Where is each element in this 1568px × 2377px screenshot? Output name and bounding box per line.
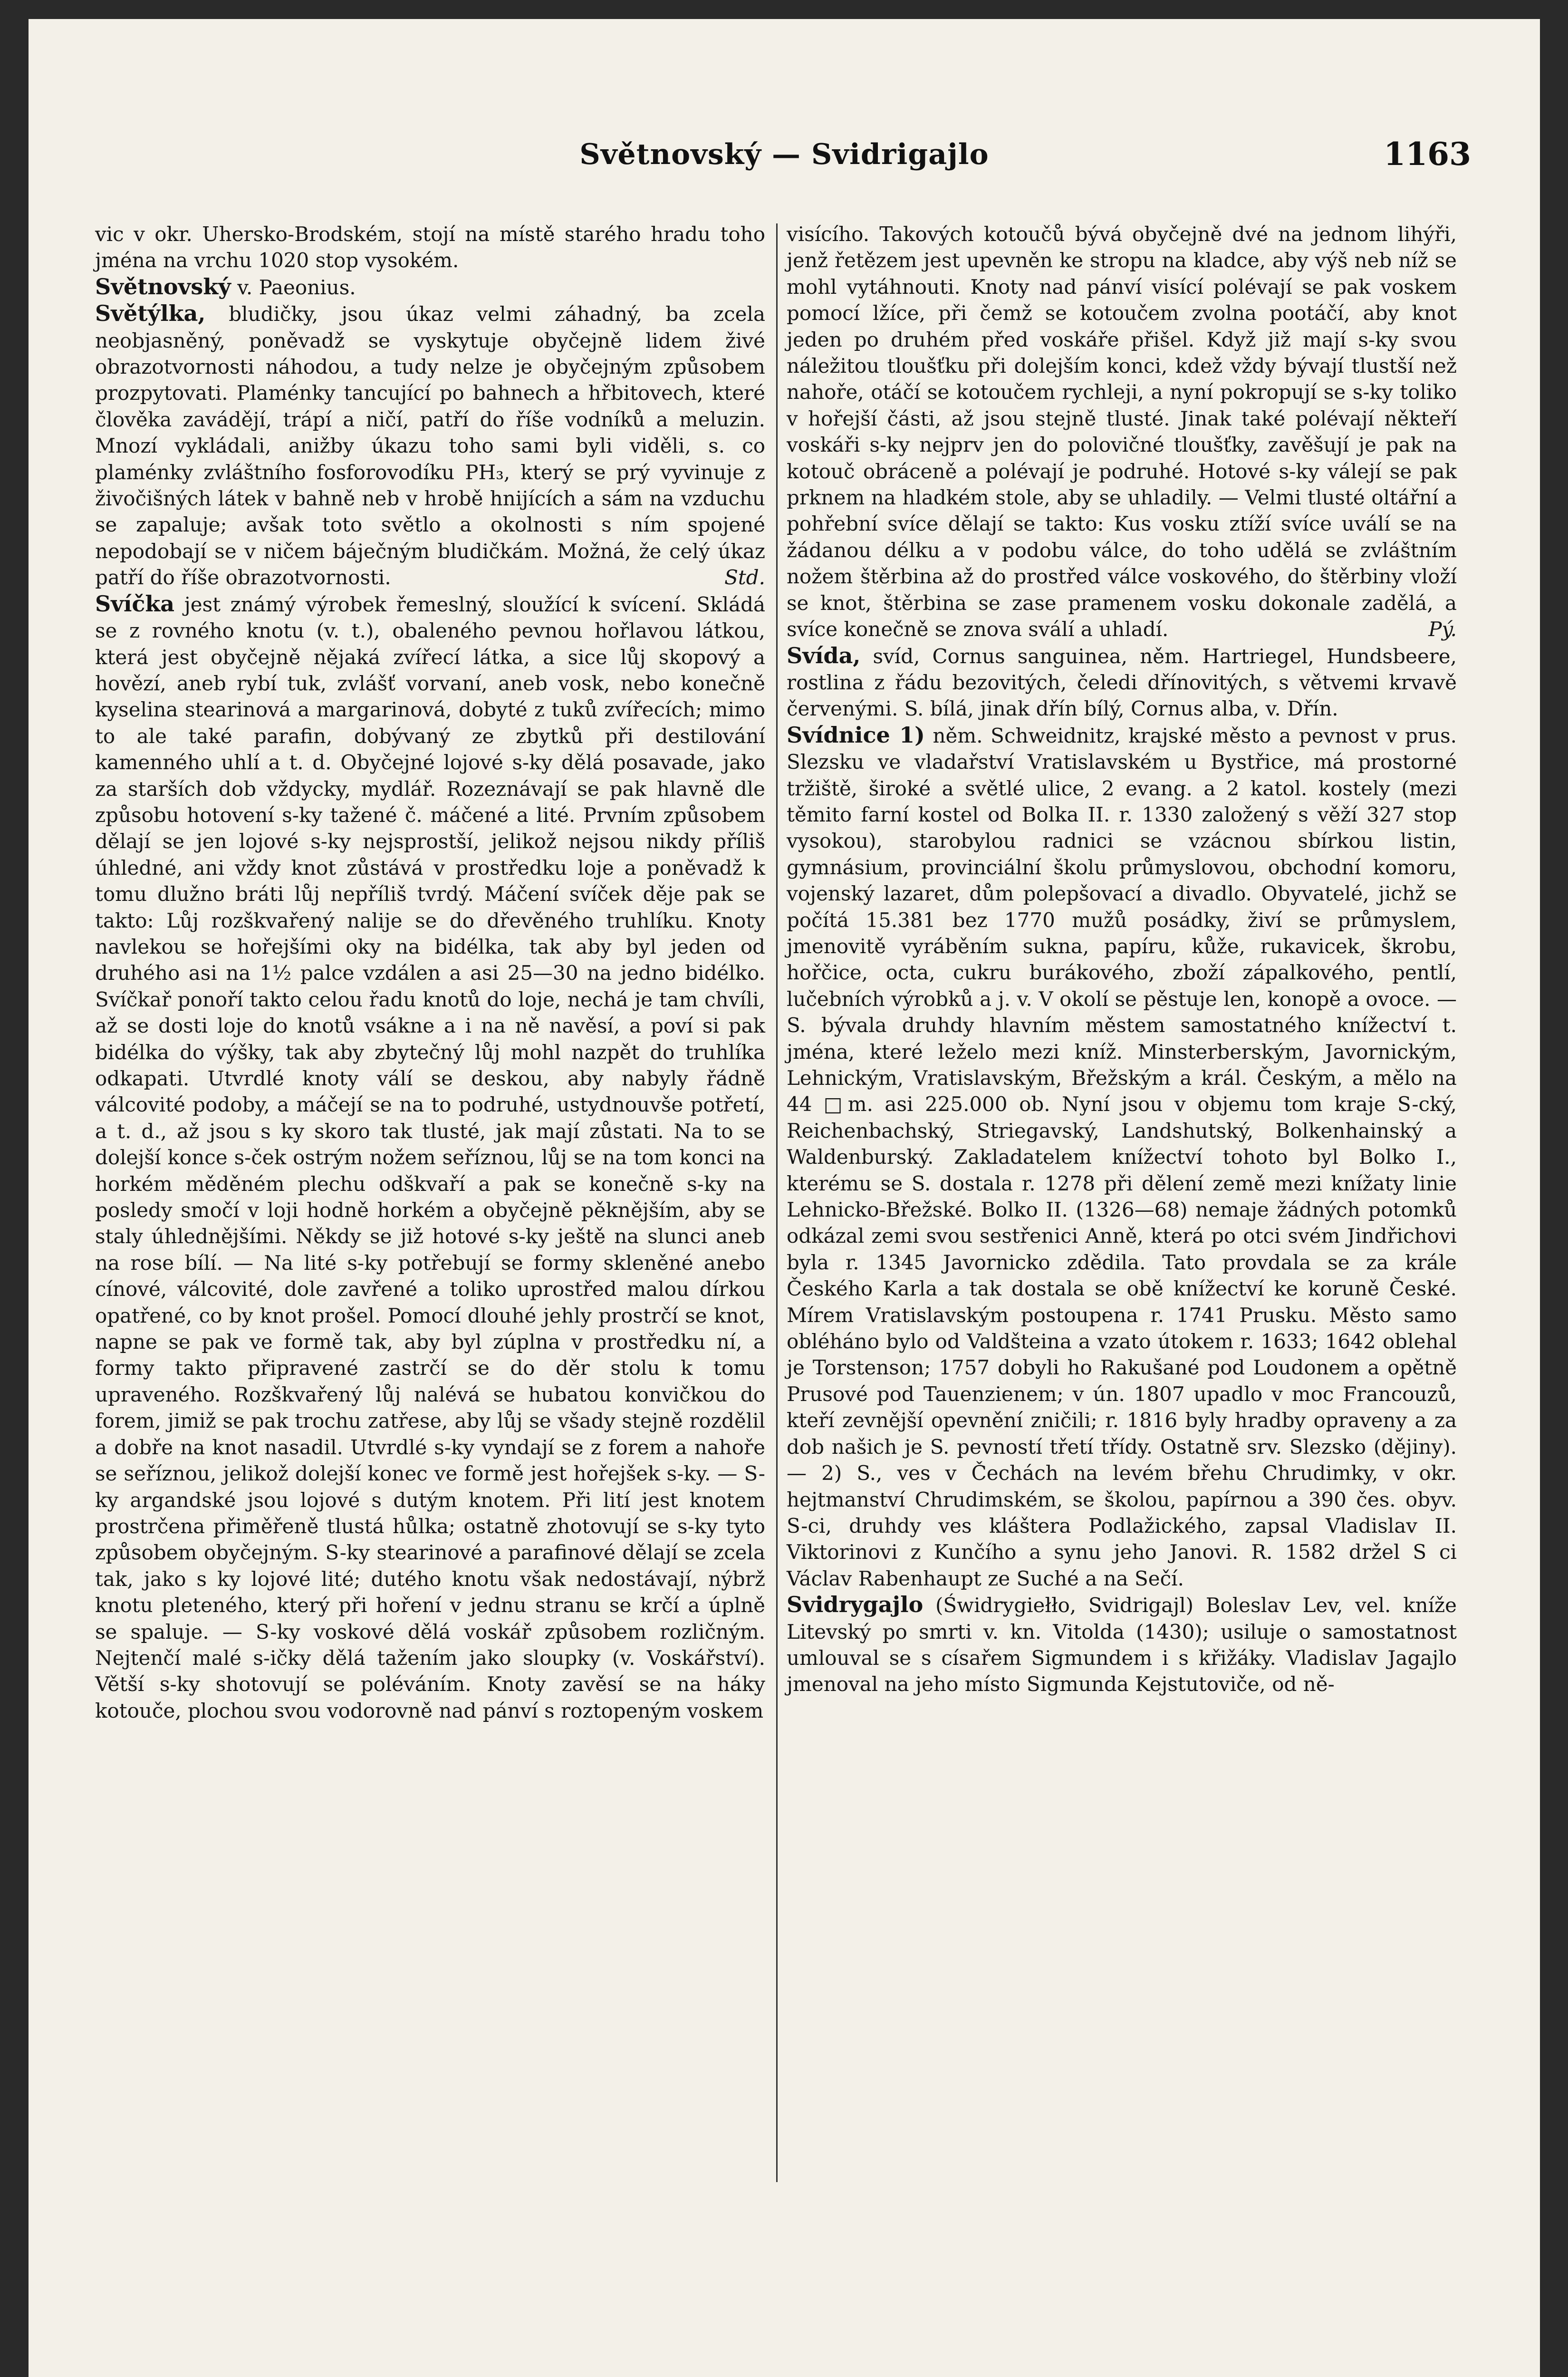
right-column xyxy=(787,221,1457,1698)
headword: Svidrygajlo xyxy=(787,1592,923,1618)
author-signature: Std. xyxy=(724,566,765,589)
entry-svida: Svída, svíd, Cornus sanguinea, něm. Hartriegel, Hundsbeere, rostlina z řádu bezovitých, čeledi dřínovitých, s větvemi krvavě červenými. S. bílá, jinak dřín bílý, Cornus alba, v. Dřín. xyxy=(787,642,1457,721)
headword: Svída, xyxy=(787,642,861,668)
page-number: 1163 xyxy=(1384,135,1471,173)
headword: Světýlka, xyxy=(95,300,206,327)
running-title: Světnovský — Svidrigajlo xyxy=(579,138,989,171)
column-divider xyxy=(776,223,778,2182)
author-signature: Pý. xyxy=(1428,618,1457,641)
entry-svetylka: Světýlka, bludičky, jsou úkaz velmi záhadný, ba zcela neobjasněný, poněvadž se vyskytuje obyčejně lidem živé obrazotvornosti náhodou, a tudy nelze je obyčejným způsobem prozpytovati. Plaménky tancující po bahnech a hřbitovech, které člověka zavádějí, trápí a ničí, patří do říše vodníků a meluzin. Mnozí vykládali, anižby úkazu toho sami byli viděli, s. co plaménky zvláštního fosforovodíku PH₃, který se prý vyvinuje z živočišných látek v bahně neb v hrobě hnijících a sám na vzduchu se zapaluje; avšak toto světlo a okolnosti s ním spojené nepodobají se v ničem báječným bludičkám. Možná, že celý úkaz patří do říše obrazotvornosti. Std. xyxy=(95,300,765,590)
headword: Svídnice 1) xyxy=(787,722,925,748)
page xyxy=(29,19,1540,2377)
left-column xyxy=(95,221,765,1724)
entry-svidnice: Svídnice 1) něm. Schweidnitz, krajské město a pevnost v prus. Slezsku ve vladařství Vratislavském u Bystřice, má prostorné tržiště, široké a světlé ulice, 2 evang. a 2 katol. kostely (mezi těmito farní kostel od Bolka II. r. 1330 založený s věží 327 stop vysokou), starobylou radnici se vzácnou sbírkou listin, gymnásium, provinciální školu průmyslovou, obchodní komoru, vojenský lazaret, dům polepšovací a divadlo. Obyvatelé, jichž se počítá 15.381 bez 1770 mužů posádky, živí se průmyslem, jmenovitě vyráběním sukna, papíru, kůže, rukavicek, škrobu, hořčice, octa, cukru burákového, zboží zápalkového, pentlí, lučebních výrobků a j. v. V okolí se pěstuje len, konopě a ovoce. — S. bývala druhdy hlavním městem samostatného knížectví t. jména, které leželo mezi kníž. Minsterberským, Javornickým, Lehnickým, Vratislavským, Břežským a král. Českým, a mělo na 44 □m. asi 225.000 ob. Nyní jsou v objemu tom kraje S-cký, Reichenbachský, Striegavský, Landshutský, Bolkenhainský a Waldenburský. Zakladatelem knížectví tohoto byl Bolko I., kterému se S. dostala r. 1278 při dělení země mezi knížaty linie Lehnicko-Břežské. Bolko II. (1326—68) nemaje žádných potomků odkázal zemi svou sestřenici Anně, která po otci svém Jindřichovi byla r. 1345 Javornicko zdědila. Tato provdala se za krále Českého Karla a tak dostala se obě knížectví ke koruně České. Mírem Vratislavským postoupena r. 1741 Prusku. Město samo obléháno bylo od Valdšteina a vzato útokem r. 1633; 1642 oblehal je Torstenson; 1757 dobyli ho Rakušané pod Loudonem a opětně Prusové pod Tauenzienem; v ún. 1807 upadlo v moc Francouzů, kteří zevnější opevnění zničili; r. 1816 byly hradby opraveny a za dob našich je S. pevností třetí třídy. Ostatně srv. Slezsko (dějiny). — 2) S., ves v Čechách na levém břehu Chrudimky, v okr. hejtmanství Chrudimském, se školou, papírnou a 390 čes. obyv. S-ci, druhdy ves kláštera Podlažického, zapsal Vladislav II. Viktorinovi z Kunčího a synu jeho Janovi. R. 1582 držel S ci Václav Rabenhaupt ze Suché a na Sečí. xyxy=(787,722,1457,1590)
headword: Svíčka xyxy=(95,590,175,617)
entry-svidrygajlo: Svidrygajlo (Świdrygiełło, Svidrigajl) Boleslav Lev, vel. kníže Litevský po smrti v. kn. Vitolda (1430); usiluje o samostatnost umlouval se s císařem Sigmundem i s křižáky. Vladislav Jagajlo jmenoval na jeho místo Sigmunda Kejstutoviče, od ně- xyxy=(787,1592,1457,1696)
entry-svicka-continued: visícího. Takových kotoučů bývá obyčejně dvé na jednom lihýři, jenž řetězem jest upevněn ke stropu na kladce, aby výš neb níž se mohl vytáhnouti. Knoty nad pánví visící polévají se pak voskem pomocí lžíce, při čemž se kotoučem zvolna pootáčí, aby knot jeden po druhém před voskáře přišel. Když již mají s-ky svou náležitou tloušťku při dolejším konci, kdež vždy bývají tlustší než nahoře, otáčí se kotoučem rychleji, a nyní pokropují se s-ky toliko v hořejší části, až jsou stejně tlusté. Jinak také polévají někteří voskáři s-ky nejprv jen do polovičné tloušťky, zavěšují je pak na kotouč obráceně a polévají je podruhé. Hotové s-ky válejí se pak prknem na hladkém stole, aby se uhladily. — Velmi tlusté oltářní a pohřební svíce dělají se takto: Kus vosku ztíží svíce uválí se na žádanou délku a v podobu válce, do toho udělá se zvláštním nožem štěrbina až do prostřed válce voskového, do štěrbiny vloží se knot, štěrbina se zase pramenem vosku dokonale zadělá, a svíce konečně se znova sválí a uhladí. Pý. xyxy=(787,221,1457,643)
entry-continuation: vic v okr. Uhersko-Brodském, stojí na místě starého hradu toho jména na vrchu 1020 stop vysokém. xyxy=(95,222,765,272)
entry-svicka: Svíčka jest známý výrobek řemeslný, sloužící k svícení. Skládá se z rovného knotu (v. t.), obaleného pevnou hořlavou látkou, která jest obyčejně nějaká zvířecí látka, a sice lůj skopový a hovězí, aneb rybí tuk, zvlášť vorvaní, aneb vosk, nebo konečně kyselina stearinová a margarinová, dobyté z tuků zvířecích; mimo to ale také parafin, dobývaný ze zbytků při destilování kamenného uhlí a t. d. Obyčejné lojové s-ky dělá posavade, jako za starších dob vždycky, mydlář. Rozeznávají se pak hlavně dle způsobu hotovení s-ky tažené č. máčené a lité. Prvním způsobem dělají se jen lojové s-ky nejsprostší, jelikož nejsou nikdy příliš úhledné, ani vždy knot zůstává v prostředku loje a poněvadž k tomu dlužno bráti lůj nepříliš tvrdý. Máčení svíček děje pak se takto: Lůj rozškvařený nalije se do dřevěného truhlíku. Knoty navlekou se hořejšími oky na bidélka, tak aby byl jeden od druhého asi na 1½ palce vzdálen a asi 25—30 na jedno bidélko. Svíčkař ponoří takto celou řadu knotů do loje, nechá je tam chvíli, až se dosti loje do knotů vsákne a i na ně navěsí, a poví si pak bidélka do výšky, tak aby zbytečný lůj mohl nazpět do truhlíka odkapati. Utvrdlé knoty válí se deskou, aby nabyly řádně válcovité podoby, a máčejí se na to podruhé, ustydnouvše potřetí, a t. d., až jsou s ky skoro tak tlusté, jak mají zůstati. Na to se dolejší konce s-ček ostrým nožem seříznou, lůj se na tom konci na horkém měděném plechu odškvaří a pak se konečně s-ky na posledy smočí v loji hodně horkém a obyčejně pěknějším, aby se staly úhlednějšími. Někdy se již hotové s-ky ještě na slunci aneb na rose bílí. — Na lité s-ky potřebují se formy skleněné anebo cínové, válcovité, dole zavřené a toliko uprostřed malou dírkou opatřené, co by knot prošel. Pomocí dlouhé jehly prostrčí se knot, napne se pak ve formě tak, aby byl zúplna v prostředku ní, a formy takto připravené zastrčí se do děr stolu k tomu upraveného. Rozškvařený lůj nalévá se hubatou konvičkou do forem, jimiž se pak trochu zatřese, aby lůj se všady stejně rozdělil a dobře na knot nasadil. Utvrdlé s-ky vyndají se z forem a nahoře se seříznou, jelikož dolejší konec ve formě jest hořejšek s-ky. — S-ky argandské jsou lojové s dutým knotem. Při lití jest knotem prostrčena přiměřeně tlustá hůlka; ostatně zhotovují se s-ky tyto způsobem obyčejným. S-ky stearinové a parafinové dělají se zcela tak, jako s ky lojové lité; dutého knotu však nedostávají, nýbrž knotu pleteného, který při hoření v jednu stranu se krčí a úplně se spaluje. — S-ky voskové dělá voskář způsobem rozličným. Nejtenčí malé s-ičky dělá tažením jako sloupky (v. Voskářství). Větší s-ky shotovují se poléváním. Knoty zavěsí se na háky kotouče, plochou svou vodorovně nad pánví s roztopeným voskem xyxy=(95,590,765,1722)
page-header xyxy=(29,135,1540,190)
entry-svetnovsky: Světnovský v. Paeonius. xyxy=(95,273,356,300)
headword: Světnovský xyxy=(95,273,231,300)
